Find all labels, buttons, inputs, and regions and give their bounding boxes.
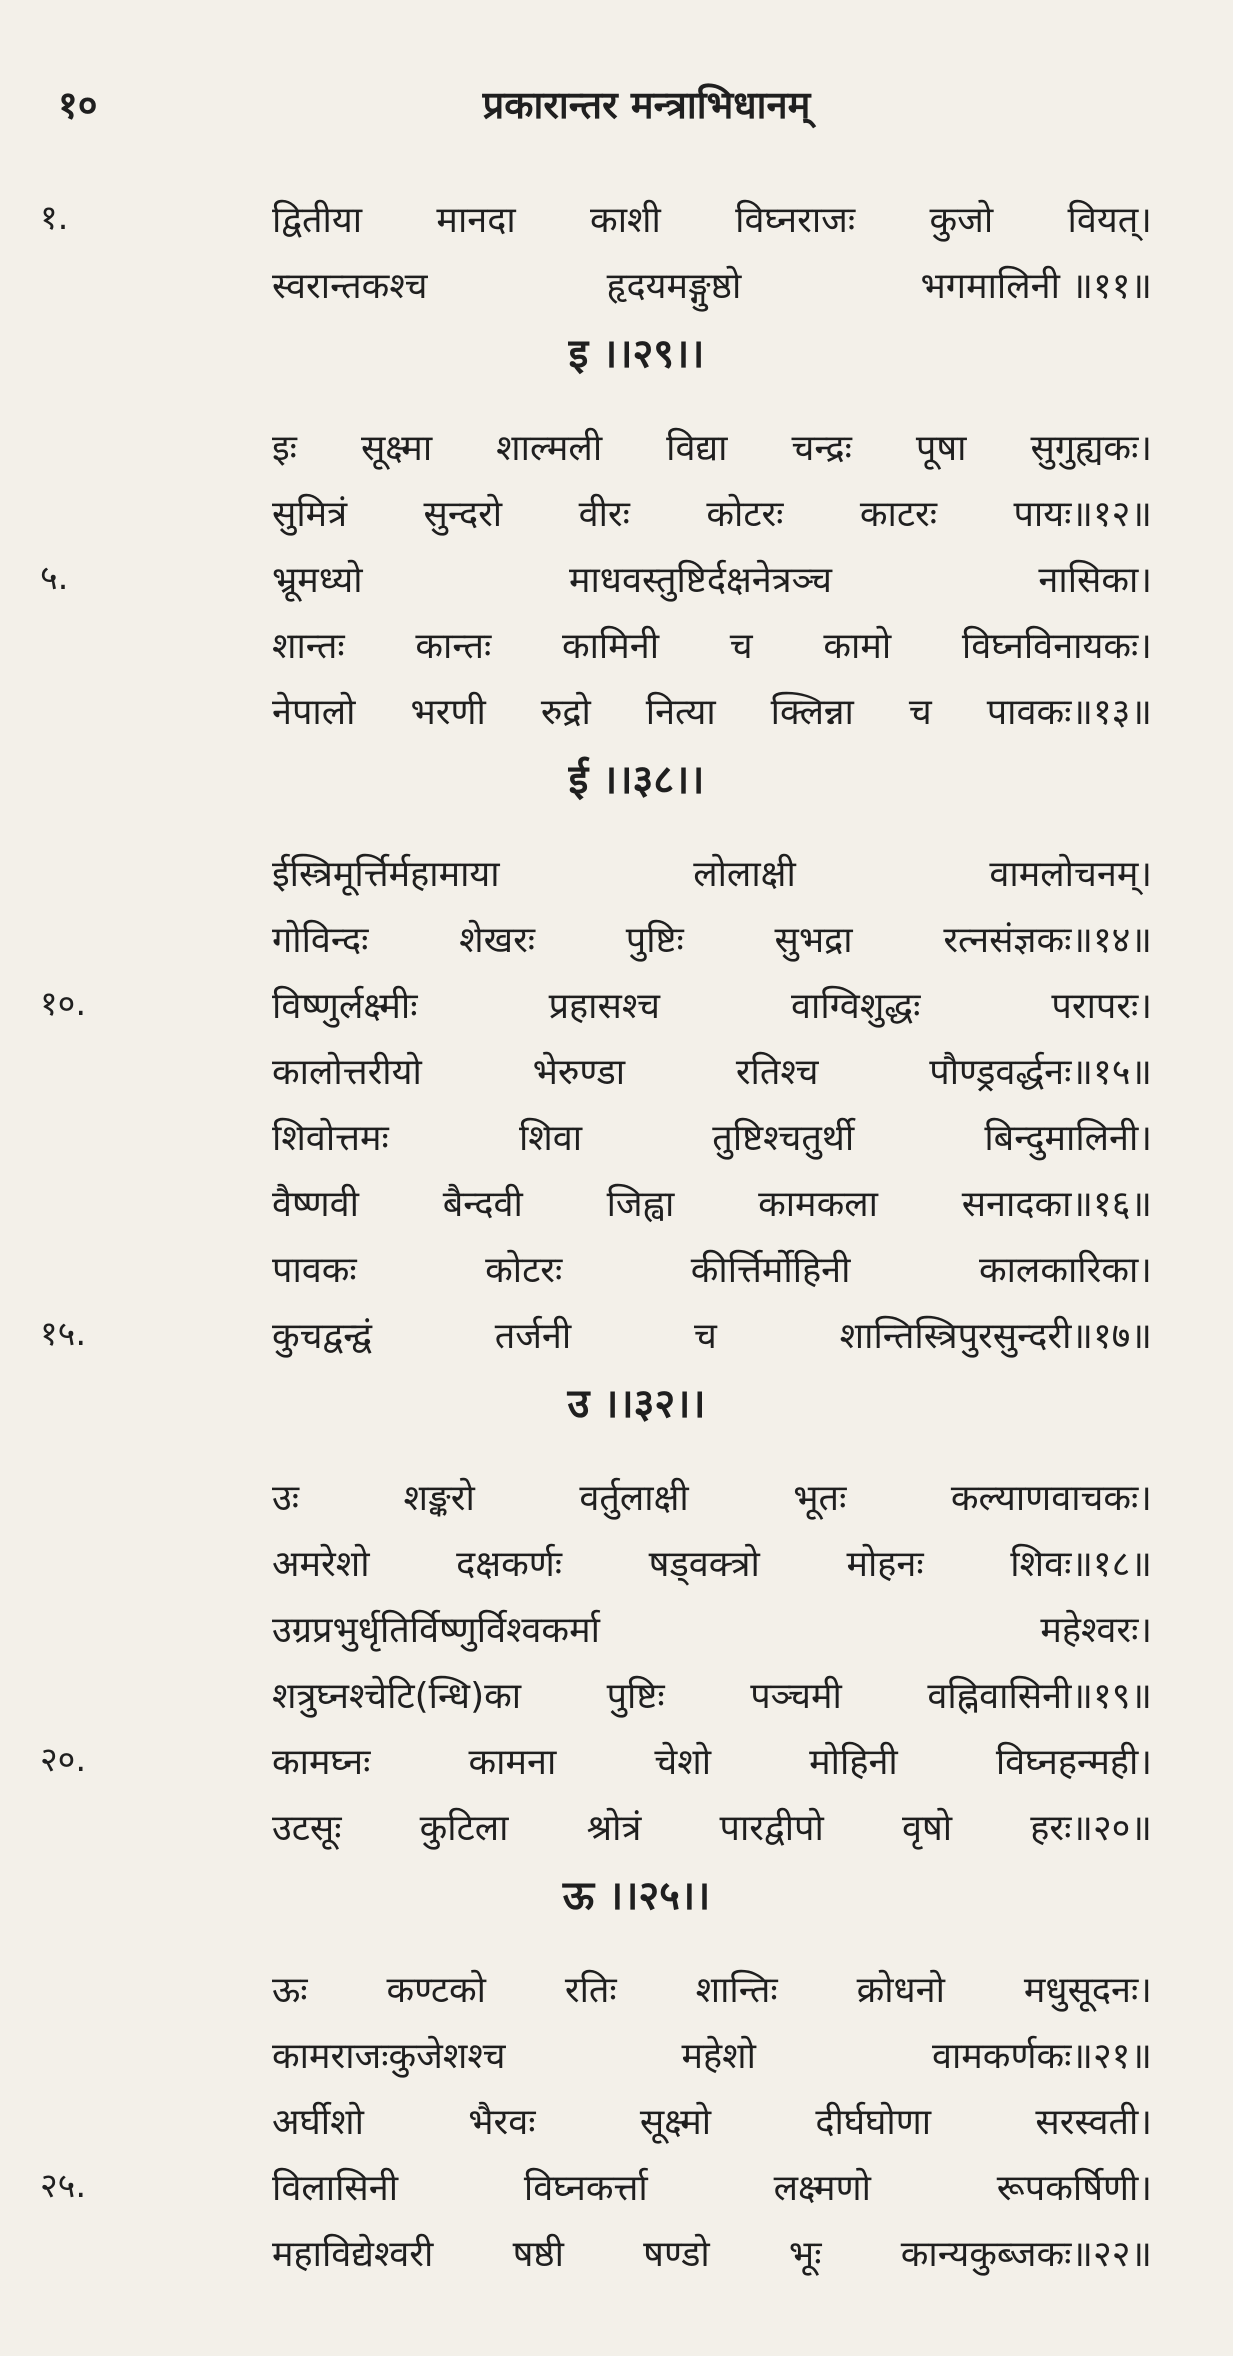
verse-line bbox=[0, 1661, 1233, 1727]
verse-text bbox=[272, 1301, 1152, 1367]
verse-word: वैष्णवी bbox=[272, 1183, 359, 1225]
verse-text bbox=[272, 185, 1152, 251]
verse-word: कामघ्नः bbox=[272, 1741, 371, 1783]
verse-text bbox=[272, 1661, 1152, 1727]
verse-line bbox=[0, 1793, 1233, 1859]
verse-word: स्वरान्तकश्च bbox=[272, 265, 428, 307]
verse-word: कान्तः bbox=[415, 625, 492, 667]
verse-line bbox=[0, 839, 1233, 905]
verse-word: वाग्विशुद्धः bbox=[791, 985, 921, 1027]
section-heading: ई ।।३८।। bbox=[568, 757, 705, 803]
verse-word: विद्या bbox=[666, 427, 728, 469]
verse-line bbox=[0, 2087, 1233, 2153]
section-heading: ऊ ।।२५।। bbox=[562, 1873, 711, 1919]
verse-line bbox=[0, 611, 1233, 677]
line-number: १. bbox=[40, 198, 69, 238]
verse-text bbox=[272, 611, 1152, 677]
verse-word: पावकः bbox=[272, 1249, 357, 1291]
line-number: २५. bbox=[40, 2166, 87, 2206]
verse-text bbox=[272, 1955, 1152, 2021]
verse-text bbox=[272, 545, 1152, 611]
verse-word: वामलोचनम्। bbox=[989, 853, 1152, 895]
verse-line bbox=[0, 905, 1233, 971]
verse-word: द्वितीया bbox=[272, 199, 363, 241]
verse-text bbox=[272, 905, 1152, 971]
verse-word: रत्नसंज्ञकः॥१४॥ bbox=[943, 919, 1152, 961]
line-number: २०. bbox=[40, 1740, 87, 1780]
verse-word: भरणी bbox=[410, 691, 486, 733]
verse-word: रुद्रो bbox=[540, 691, 591, 733]
verse-word: भेरुण्डा bbox=[532, 1051, 626, 1093]
verse-word: काटरः bbox=[859, 493, 938, 535]
verse-word: भूतः bbox=[793, 1477, 847, 1519]
verse-word: कुचद्वन्द्वं bbox=[272, 1315, 372, 1357]
verse-word: शाल्मली bbox=[496, 427, 603, 469]
verse-word: कण्टको bbox=[386, 1969, 486, 2011]
verse-word: षण्डो bbox=[643, 2233, 710, 2275]
verse-word: शिवा bbox=[518, 1117, 583, 1159]
verse-line bbox=[0, 251, 1233, 317]
verse-word: महाविद्येश्वरी bbox=[272, 2233, 434, 2275]
verse-word: सुमित्रं bbox=[272, 493, 348, 535]
verse-word: कुटिला bbox=[419, 1807, 509, 1849]
verse-word: कालोत्तरीयो bbox=[272, 1051, 422, 1093]
verse-word: कुजो bbox=[929, 199, 994, 241]
verse-text bbox=[272, 971, 1152, 1037]
verse-word: ईस्त्रिमूर्त्तिर्महामाया bbox=[272, 853, 500, 895]
verse-word: रतिश्च bbox=[735, 1051, 819, 1093]
verse-word: रतिः bbox=[564, 1969, 617, 2011]
verse-word: वियत्। bbox=[1067, 199, 1152, 241]
verse-word: परापरः। bbox=[1051, 985, 1152, 1027]
verse-word: सुभद्रा bbox=[774, 919, 853, 961]
verse-word: पायः॥१२॥ bbox=[1013, 493, 1152, 535]
verse-word: हरः॥२०॥ bbox=[1030, 1807, 1152, 1849]
verse-text bbox=[272, 413, 1152, 479]
line-number: १०. bbox=[40, 984, 87, 1024]
verse-text bbox=[272, 2087, 1152, 2153]
verse-word: कामो bbox=[823, 625, 892, 667]
verse-text bbox=[272, 2153, 1152, 2219]
verse-word: पञ्चमी bbox=[750, 1675, 842, 1717]
verse-word: अमरेशो bbox=[272, 1543, 370, 1585]
verse-word: च bbox=[694, 1315, 717, 1357]
verse-text bbox=[272, 2219, 1152, 2285]
verse-word: पारद्वीपो bbox=[719, 1807, 824, 1849]
verse-text bbox=[272, 251, 1152, 317]
verse-word: क्रोधनो bbox=[856, 1969, 945, 2011]
verse-word: जिह्वा bbox=[606, 1183, 675, 1225]
verse-word: अर्घीशो bbox=[272, 2101, 364, 2143]
verse-word: पूषा bbox=[915, 427, 967, 469]
verse-word: नेपालो bbox=[272, 691, 356, 733]
verse-text bbox=[272, 1529, 1152, 1595]
verse-word: पुष्टिः bbox=[606, 1675, 665, 1717]
verse-line bbox=[0, 1169, 1233, 1235]
verse-word: चेशो bbox=[654, 1741, 712, 1783]
verse-word: सूक्ष्मो bbox=[639, 2101, 712, 2143]
verse-word: ऊः bbox=[272, 1969, 308, 2011]
verse-text bbox=[272, 2021, 1152, 2087]
verse-line bbox=[0, 677, 1233, 743]
verse-word: कामिनी bbox=[561, 625, 660, 667]
verse-word: शान्तः bbox=[272, 625, 345, 667]
verse-word: लोलाक्षी bbox=[693, 853, 796, 895]
verse-line bbox=[0, 2021, 1233, 2087]
verse-text bbox=[272, 839, 1152, 905]
verse-word: वह्निवासिनी॥१९॥ bbox=[927, 1675, 1152, 1717]
verse-word: कोटरः bbox=[706, 493, 784, 535]
verse-word: कालकारिका। bbox=[978, 1249, 1152, 1291]
verse-word: पौण्ड्रवर्द्धनः॥१५॥ bbox=[929, 1051, 1152, 1093]
verse-word: वृषो bbox=[901, 1807, 953, 1849]
verse-word: बैन्दवी bbox=[442, 1183, 523, 1225]
verse-word: भूः bbox=[788, 2233, 822, 2275]
verse-word: क्लिन्ना bbox=[770, 691, 854, 733]
verse-word: कामराजःकुजेशश्च bbox=[272, 2035, 506, 2077]
verse-text bbox=[272, 1595, 1152, 1661]
verse-word: षष्ठी bbox=[512, 2233, 564, 2275]
verse-text bbox=[272, 1793, 1152, 1859]
section-heading: उ ।।३२।। bbox=[567, 1381, 706, 1427]
verse-word: उटसूः bbox=[272, 1807, 342, 1849]
verse-word: विघ्नकर्त्ता bbox=[523, 2167, 648, 2209]
verse-word: कोटरः bbox=[485, 1249, 563, 1291]
verse-word: कीर्त्तिर्मोहिनी bbox=[690, 1249, 851, 1291]
verse-word: श्रोत्रं bbox=[586, 1807, 642, 1849]
verse-word: शिवः॥१८॥ bbox=[1010, 1543, 1152, 1585]
verse-word: गोविन्दः bbox=[272, 919, 369, 961]
verse-word: शान्तिस्त्रिपुरसुन्दरी॥१७॥ bbox=[839, 1315, 1152, 1357]
verse-word: विलासिनी bbox=[272, 2167, 399, 2209]
verse-word: शिवोत्तमः bbox=[272, 1117, 389, 1159]
verse-word: शान्तिः bbox=[695, 1969, 778, 2011]
verse-text bbox=[272, 1169, 1152, 1235]
verse-word: महेशो bbox=[681, 2035, 756, 2077]
verse-word: मोहनः bbox=[846, 1543, 924, 1585]
verse-word: उः bbox=[272, 1477, 300, 1519]
verse-word: बिन्दुमालिनी। bbox=[984, 1117, 1152, 1159]
line-number: ५. bbox=[40, 558, 69, 598]
verse-word: नासिका। bbox=[1038, 559, 1152, 601]
verse-word: कान्यकुब्जकः॥२२॥ bbox=[900, 2233, 1152, 2275]
verse-line bbox=[0, 479, 1233, 545]
verse-text bbox=[272, 479, 1152, 545]
verse-word: प्रहासश्च bbox=[548, 985, 660, 1027]
verse-word: रूपकर्षिणी। bbox=[996, 2167, 1152, 2209]
page-number: १० bbox=[58, 83, 98, 127]
spacer bbox=[0, 1441, 1233, 1463]
verse-word: तुष्टिश्चतुर्थी bbox=[712, 1117, 855, 1159]
verse-word: उग्रप्रभुर्धृतिर्विष्णुर्विश्वकर्मा bbox=[272, 1609, 600, 1651]
verse-word: वर्तुलाक्षी bbox=[579, 1477, 689, 1519]
verse-word: शत्रुघ्नश्चेटि(न्धि)का bbox=[272, 1675, 522, 1717]
verse-line bbox=[0, 1301, 1233, 1367]
verse-line bbox=[0, 1235, 1233, 1301]
verse-word: चन्द्रः bbox=[791, 427, 852, 469]
verse-word: मोहिनी bbox=[809, 1741, 898, 1783]
verse-word: कामकला bbox=[758, 1183, 878, 1225]
verse-text bbox=[272, 677, 1152, 743]
verse-word: नित्या bbox=[645, 691, 716, 733]
verse-word: पावकः॥१३॥ bbox=[986, 691, 1152, 733]
verse-word: महेश्वरः। bbox=[1040, 1609, 1152, 1651]
spacer bbox=[0, 817, 1233, 839]
verse-line bbox=[0, 1463, 1233, 1529]
verse-word: षड्वक्त्रो bbox=[648, 1543, 760, 1585]
section-heading: इ ।।२९।। bbox=[568, 331, 705, 377]
verse-word: काशी bbox=[590, 199, 661, 241]
verse-line bbox=[0, 1037, 1233, 1103]
verse-word: च bbox=[729, 625, 753, 667]
verse-word: शङ्करो bbox=[403, 1477, 475, 1519]
verse-word: लक्ष्मणो bbox=[773, 2167, 871, 2209]
verse-line bbox=[0, 2219, 1233, 2285]
verse-word: माधवस्तुष्टिर्दक्षनेत्रञ्च bbox=[568, 559, 833, 601]
verse-word: वीरः bbox=[578, 493, 630, 535]
verse-word: सूक्ष्मा bbox=[360, 427, 433, 469]
verse-word: मधुसूदनः। bbox=[1023, 1969, 1152, 2011]
verse-line bbox=[0, 185, 1233, 251]
verse-word: भगमालिनी ॥११॥ bbox=[920, 265, 1152, 307]
verse-word: इः bbox=[272, 427, 297, 469]
verse-word: विघ्नराजः bbox=[735, 199, 856, 241]
verse-word: सनादका॥१६॥ bbox=[961, 1183, 1152, 1225]
verse-word: भ्रूमध्यो bbox=[272, 559, 363, 601]
line-number: १५. bbox=[40, 1314, 87, 1354]
verse-line bbox=[0, 1529, 1233, 1595]
verse-line bbox=[0, 545, 1233, 611]
verse-line bbox=[0, 413, 1233, 479]
verse-content bbox=[0, 185, 1233, 2285]
verse-word: सुन्दरो bbox=[423, 493, 503, 535]
verse-text bbox=[272, 1037, 1152, 1103]
verse-line bbox=[0, 1103, 1233, 1169]
verse-word: हृदयमङ्गुष्ठो bbox=[606, 265, 742, 307]
verse-word: सुगुह्यकः। bbox=[1030, 427, 1152, 469]
verse-line bbox=[0, 1727, 1233, 1793]
verse-text bbox=[272, 1103, 1152, 1169]
verse-text bbox=[272, 1727, 1152, 1793]
verse-word: विघ्नविनायकः। bbox=[961, 625, 1152, 667]
verse-line bbox=[0, 1955, 1233, 2021]
page-title: प्रकारान्तर मन्त्राभिधानम् bbox=[482, 83, 811, 127]
verse-word: सरस्वती। bbox=[1035, 2101, 1152, 2143]
verse-word: कल्याणवाचकः। bbox=[950, 1477, 1152, 1519]
verse-word: दक्षकर्णः bbox=[456, 1543, 563, 1585]
verse-word: पुष्टिः bbox=[625, 919, 684, 961]
verse-word: शेखरः bbox=[459, 919, 536, 961]
verse-line bbox=[0, 971, 1233, 1037]
spacer bbox=[0, 391, 1233, 413]
verse-line bbox=[0, 2153, 1233, 2219]
verse-word: तर्जनी bbox=[494, 1315, 572, 1357]
verse-text bbox=[272, 1235, 1152, 1301]
verse-word: विष्णुर्लक्ष्मीः bbox=[272, 985, 418, 1027]
verse-word: च bbox=[908, 691, 932, 733]
verse-word: दीर्घघोणा bbox=[815, 2101, 932, 2143]
verse-text bbox=[272, 1463, 1152, 1529]
verse-word: कामना bbox=[468, 1741, 557, 1783]
verse-line bbox=[0, 1595, 1233, 1661]
verse-word: मानदा bbox=[436, 199, 516, 241]
spacer bbox=[0, 1933, 1233, 1955]
verse-word: वामकर्णकः॥२१॥ bbox=[931, 2035, 1152, 2077]
verse-word: विघ्नहन्मही। bbox=[995, 1741, 1152, 1783]
verse-word: भैरवः bbox=[468, 2101, 536, 2143]
